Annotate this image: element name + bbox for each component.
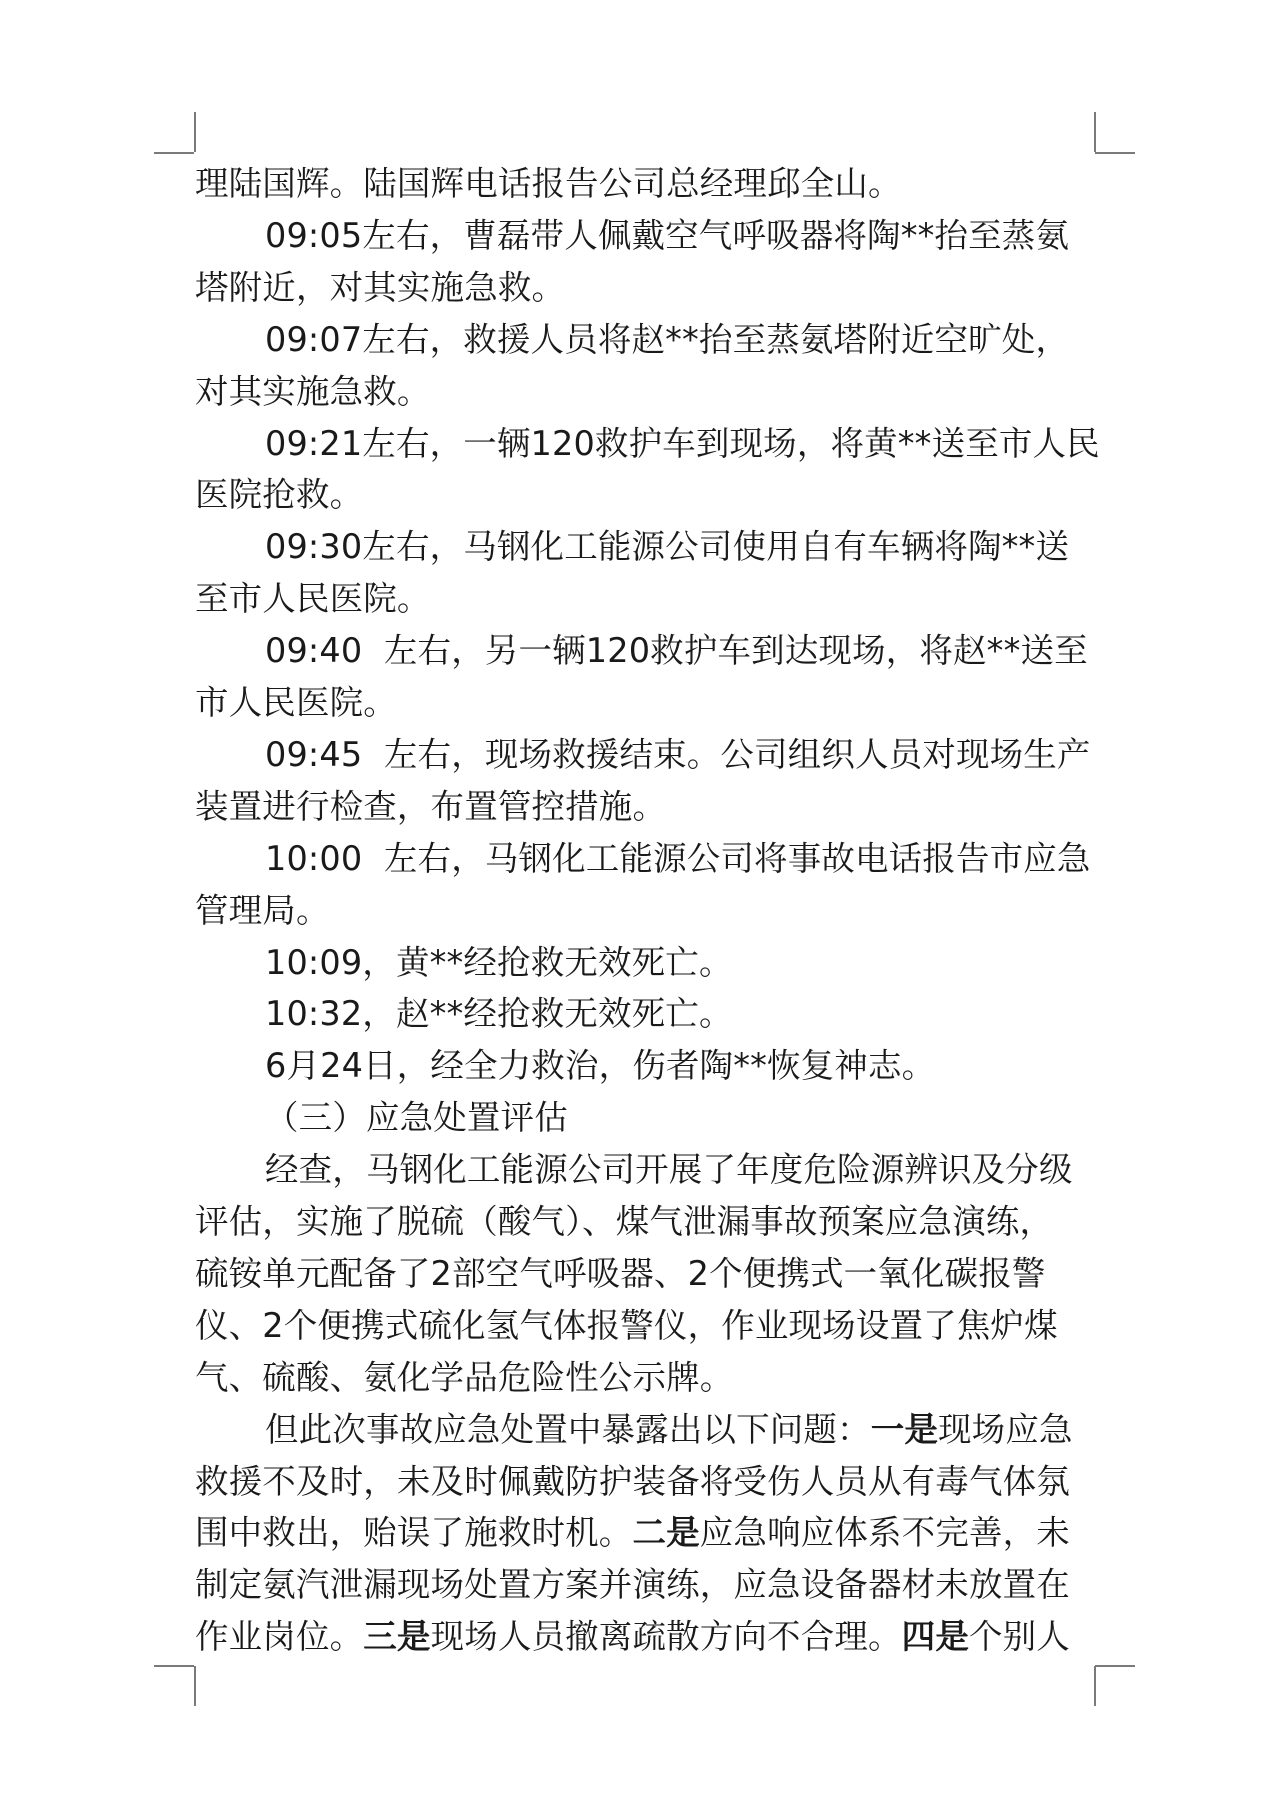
text-segment: 现场人员撤离疏散方向不合理。 — [430, 1617, 902, 1657]
crop-mark-top-left-horizontal — [154, 152, 194, 154]
text-segment: 09:21左右，一辆120救护车到现场，将黄**送至市人民 — [265, 423, 1100, 463]
text-segment: 制定氨汽泄漏现场处置方案并演练，应急设备器材未放置在 — [195, 1565, 1070, 1605]
bold-text: 三是 — [363, 1617, 431, 1657]
text-line — [195, 1196, 1053, 1248]
text-line — [195, 158, 902, 210]
text-line — [195, 885, 330, 937]
text-segment: 10:00 左右，马钢化工能源公司将事故电话报告市应急 — [265, 838, 1091, 878]
text-segment: 个别人 — [968, 1617, 1070, 1657]
text-segment: 围中救出，贻误了施救时机。 — [195, 1513, 633, 1553]
text-line — [195, 781, 666, 833]
paragraph-first-line — [265, 210, 1069, 262]
text-segment: 6月24日，经全力救治，伤者陶**恢复神志。 — [265, 1046, 936, 1086]
paragraph-first-line — [265, 1092, 568, 1144]
text-line — [195, 1300, 1058, 1352]
text-segment: 对其实施急救。 — [195, 371, 431, 411]
text-line — [195, 1456, 1070, 1508]
text-segment: 硫铵单元配备了2部空气呼吸器、2个便携式一氧化碳报警 — [195, 1253, 1046, 1293]
text-segment: 气、硫酸、氨化学品危险性公示牌。 — [195, 1357, 734, 1397]
paragraph-first-line — [265, 314, 1069, 366]
text-segment: 10:32，赵**经抢救无效死亡。 — [265, 994, 733, 1034]
text-segment: 仪、2个便携式硫化氢气体报警仪，作业现场设置了焦炉煤 — [195, 1305, 1058, 1345]
crop-mark-bottom-left-horizontal — [154, 1665, 194, 1667]
text-segment: 10:09，黄**经抢救无效死亡。 — [265, 942, 733, 982]
text-segment: 但此次事故应急处置中暴露出以下问题： — [265, 1409, 871, 1449]
text-segment: 09:40 左右，另一辆120救护车到达现场，将赵**送至 — [265, 631, 1088, 671]
crop-mark-top-right-vertical — [1094, 112, 1096, 152]
paragraph-first-line — [265, 418, 1100, 470]
paragraph-first-line — [265, 1144, 1073, 1196]
text-segment: 医院抢救。 — [195, 475, 364, 515]
paragraph-first-line — [265, 625, 1088, 677]
paragraph-first-line — [265, 1404, 1073, 1456]
text-segment: 09:45 左右，现场救援结束。公司组织人员对现场生产 — [265, 734, 1091, 774]
text-segment: 理陆国辉。陆国辉电话报告公司总经理邱全山。 — [195, 164, 902, 203]
text-segment: 经查，马钢化工能源公司开展了年度危险源辨识及分级 — [265, 1150, 1073, 1190]
bold-text: 一是 — [870, 1409, 939, 1449]
text-segment: 作业岗位。 — [195, 1617, 364, 1657]
text-segment: 09:07左右，救援人员将赵**抬至蒸氨塔附近空旷处， — [265, 319, 1070, 359]
paragraph-first-line — [265, 937, 733, 989]
text-segment: 09:05左右，曹磊带人佩戴空气呼吸器将陶**抬至蒸氨 — [265, 215, 1070, 255]
crop-mark-bottom-right-horizontal — [1095, 1665, 1135, 1667]
text-segment: 市人民医院。 — [195, 683, 397, 722]
paragraph-first-line — [265, 521, 1069, 573]
bold-text: 四是 — [901, 1617, 969, 1657]
text-line — [195, 262, 565, 314]
text-line — [195, 366, 431, 418]
text-segment: （三）应急处置评估 — [265, 1098, 568, 1138]
bold-text: 二是 — [632, 1513, 700, 1553]
paragraph-first-line — [265, 988, 733, 1040]
paragraph-first-line — [265, 1040, 935, 1092]
text-line — [195, 1248, 1046, 1300]
crop-mark-bottom-left-vertical — [194, 1666, 196, 1706]
text-segment: 至市人民医院。 — [195, 579, 431, 619]
text-line — [195, 1611, 1070, 1663]
crop-mark-top-right-horizontal — [1095, 152, 1135, 154]
text-segment: 现场应急 — [938, 1409, 1073, 1449]
crop-mark-bottom-right-vertical — [1094, 1666, 1096, 1706]
crop-mark-top-left-vertical — [194, 112, 196, 152]
text-segment: 装置进行检查，布置管控措施。 — [195, 786, 667, 826]
text-line — [195, 1352, 733, 1404]
text-line — [195, 469, 363, 521]
text-segment: 塔附近，对其实施急救。 — [195, 267, 566, 307]
text-line — [195, 677, 397, 729]
text-segment: 应急响应体系不完善，未 — [699, 1513, 1070, 1553]
text-line — [195, 1507, 1070, 1559]
text-segment: 09:30左右，马钢化工能源公司使用自有车辆将陶**送 — [265, 527, 1070, 567]
text-segment: 评估，实施了脱硫（酸气）、煤气泄漏事故预案应急演练， — [195, 1202, 1054, 1241]
paragraph-first-line — [265, 833, 1091, 885]
text-segment: 救援不及时，未及时佩戴防护装备将受伤人员从有毒气体氛 — [195, 1461, 1070, 1501]
paragraph-first-line — [265, 729, 1091, 781]
text-segment: 管理局。 — [195, 890, 330, 930]
text-line — [195, 1559, 1070, 1611]
text-line — [195, 573, 431, 625]
